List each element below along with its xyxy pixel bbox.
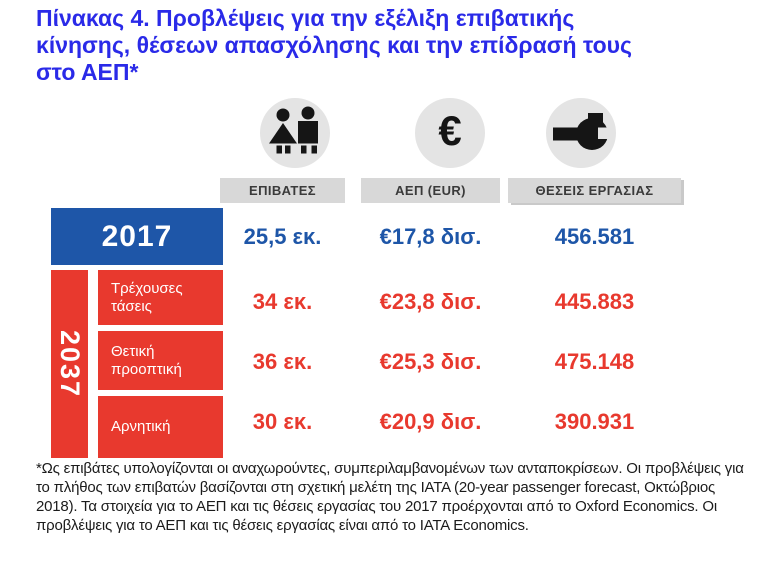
row-group-2037-label: 2037: [55, 329, 85, 399]
cell-2017-gdp: €17,8 δισ.: [379, 224, 482, 249]
column-header-jobs: ΘΕΣΕΙΣ ΕΡΓΑΣΙΑΣ: [508, 178, 681, 203]
column-header-gdp: ΑΕΠ (EUR): [361, 178, 500, 203]
row-group-2037: [51, 270, 88, 458]
euro-glyph: €: [438, 107, 462, 154]
scenario-current-trends: Τρέχουσες τάσεις: [98, 270, 223, 325]
scenario-negative: Αρνητική: [98, 396, 223, 458]
scenario-positive-outlook: Θετική προοπτική: [98, 331, 223, 390]
figure-title: Πίνακας 4. Προβλέψεις για την εξέλιξη επιβατικής κίνησης, θέσεων απασχόλησης και την επίδρασή τους στο ΑΕΠ*: [36, 5, 632, 85]
cell-negative-jobs: 390.931: [554, 409, 635, 434]
cell-trends-jobs: 445.883: [554, 289, 635, 314]
cell-positive-jobs: 475.148: [554, 349, 635, 374]
cell-positive-passengers: 36 εκ.: [252, 349, 313, 374]
passengers-icon: [260, 98, 330, 168]
cell-positive-gdp: €25,3 δισ.: [379, 349, 482, 374]
cell-2017-passengers: 25,5 εκ.: [243, 224, 322, 249]
footnote: *Ως επιβάτες υπολογίζονται οι αναχωρούντες, συμπεριλαμβανομένων των ανταποκρίσεων. Οι προβλέψεις για το πλήθος των επιβατών βασίζονται στη σχετική μελέτη της ΙΑΤΑ (20-year passenger forecast, Οκτώβριος 2018). Τα στοιχεία για το ΑΕΠ και τις θέσεις εργασίας του 2017 προέρχονται από το Oxford Economics. Οι προβλέψεις για το ΑΕΠ και τις θέσεις εργασίας είναι από το IATA Economics.: [36, 460, 744, 534]
cell-negative-gdp: €20,9 δισ.: [379, 409, 482, 434]
euro-sign-icon: [415, 98, 485, 168]
cell-trends-gdp: €23,8 δισ.: [379, 289, 482, 314]
cell-2017-jobs: 456.581: [554, 224, 635, 249]
wrench-icon: [546, 98, 616, 168]
column-header-passengers: ΕΠΙΒΑΤΕΣ: [220, 178, 345, 203]
cell-negative-passengers: 30 εκ.: [252, 409, 313, 434]
cell-trends-passengers: 34 εκ.: [252, 289, 313, 314]
row-header-2017: 2017: [51, 208, 223, 265]
